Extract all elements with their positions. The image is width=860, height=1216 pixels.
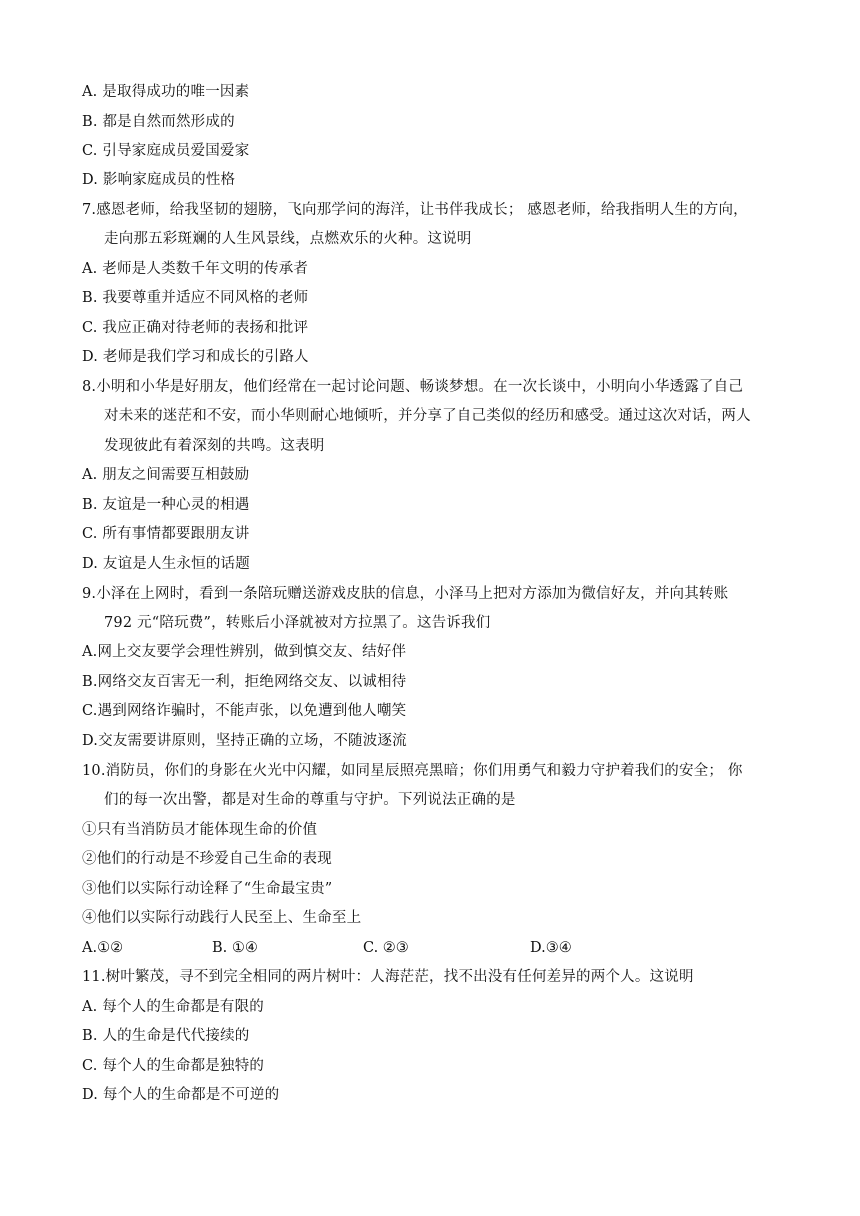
q9-stem-line-2: 792 元“陪玩费”，转账后小泽就被对方拉黑了。这告诉我们	[104, 615, 491, 631]
q8-option-d: D. 友谊是人生永恒的话题	[82, 556, 250, 572]
q9-option-b: B.网络交友百害无一利，拒绝网络交友、以诚相待	[82, 674, 407, 690]
q7-stem-line-2: 走向那五彩斑斓的人生风景线，点燃欢乐的火种。这说明	[104, 231, 472, 247]
q10-stem-line-1: 10.消防员，你们的身影在火光中闪耀，如同星辰照亮黑暗；你们用勇气和毅力守护着我们的安全； 你	[82, 763, 743, 779]
q10-choice-d: D.③④	[530, 940, 572, 956]
q7-option-d: D. 老师是我们学习和成长的引路人	[82, 349, 309, 365]
q6-option-d: D. 影响家庭成员的性格	[82, 172, 236, 188]
q8-option-a: A. 朋友之间需要互相鼓励	[82, 467, 250, 483]
q9-option-c: C.遇到网络诈骗时，不能声张，以免遭到他人嘲笑	[82, 703, 407, 719]
q6-option-b: B. 都是自然而然形成的	[82, 114, 235, 130]
q7-option-c: C. 我应正确对待老师的表扬和批评	[82, 320, 309, 336]
q11-option-a: A. 每个人的生命都是有限的	[82, 999, 264, 1015]
q9-stem-line-1: 9.小泽在上网时，看到一条陪玩赠送游戏皮肤的信息，小泽马上把对方添加为微信好友，并向其转账	[82, 586, 729, 602]
q8-stem-line-1: 8.小明和小华是好朋友，他们经常在一起讨论问题、畅谈梦想。在一次长谈中，小明向小华透露了自己	[82, 379, 744, 395]
q11-option-c: C. 每个人的生命都是独特的	[82, 1058, 265, 1074]
q8-stem-line-2: 对未来的迷茫和不安，而小华则耐心地倾听，并分享了自己类似的经历和感受。通过这次对话，两人	[104, 408, 751, 424]
q10-choice-a: A.①②	[82, 940, 124, 956]
q11-stem: 11.树叶繁茂，寻不到完全相同的两片树叶：人海茫茫，找不出没有任何差异的两个人。这说明	[82, 969, 694, 985]
q10-stem-line-2: 们的每一次出警，都是对生命的尊重与守护。下列说法正确的是	[104, 792, 516, 808]
q6-option-a: A. 是取得成功的唯一因素	[82, 84, 250, 100]
q7-option-a: A. 老师是人类数千年文明的传承者	[82, 261, 309, 277]
q10-choice-b: B. ①④	[212, 940, 258, 956]
q10-statement-4: ④他们以实际行动践行人民至上、生命至上	[82, 910, 362, 926]
q6-option-c: C. 引导家庭成员爱国爱家	[82, 143, 250, 159]
q7-option-b: B. 我要尊重并适应不同风格的老师	[82, 290, 309, 306]
q7-stem-line-1: 7.感恩老师，给我坚韧的翅膀，飞向那学问的海洋，让书伴我成长； 感恩老师，给我指明人生的方向，	[82, 202, 748, 218]
q10-choice-c: C. ②③	[363, 940, 409, 956]
q10-statement-2: ②他们的行动是不珍爱自己生命的表现	[82, 851, 332, 867]
q9-option-a: A.网上交友要学会理性辨别，做到慎交友、结好伴	[82, 644, 407, 660]
q10-statement-3: ③他们以实际行动诠释了“生命最宝贵”	[82, 881, 333, 897]
q11-option-d: D. 每个人的生命都是不可逆的	[82, 1087, 280, 1103]
q10-choices	[82, 938, 722, 958]
q10-statement-1: ①只有当消防员才能体现生命的价值	[82, 822, 318, 838]
q9-option-d: D.交友需要讲原则，坚持正确的立场，不随波逐流	[82, 733, 407, 749]
q8-option-c: C. 所有事情都要跟朋友讲	[82, 526, 250, 542]
q8-option-b: B. 友谊是一种心灵的相遇	[82, 497, 250, 513]
q8-stem-line-3: 发现彼此有着深刻的共鸣。这表明	[104, 438, 325, 454]
q11-option-b: B. 人的生命是代代接续的	[82, 1028, 250, 1044]
